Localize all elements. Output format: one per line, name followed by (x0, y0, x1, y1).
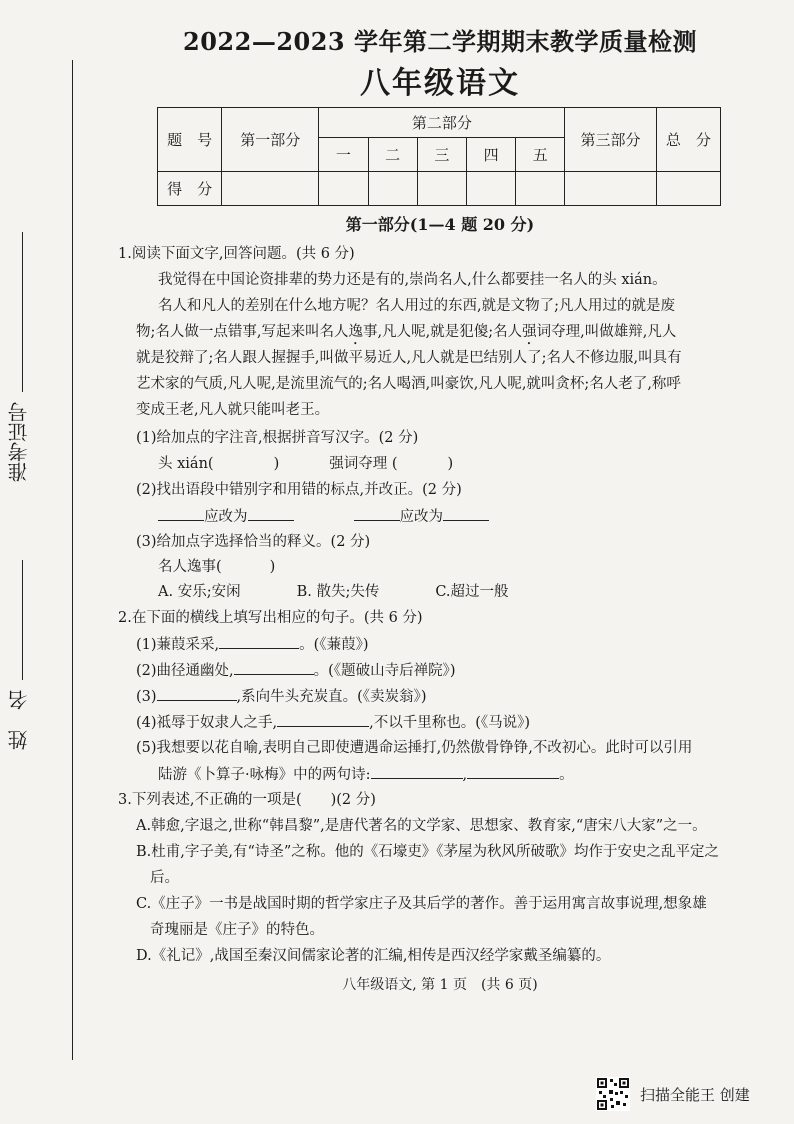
text: 头 xián( (158, 456, 214, 472)
answer-blank[interactable] (443, 506, 489, 521)
q3-option-c-line1: C.《庄子》一书是战国时期的哲学家庄子及其后学的著作。善于运用寓言故事说理,想象雄 (136, 896, 707, 912)
binding-line (72, 60, 73, 1060)
q2-item5-line1: (5)我想要以花自喻,表明自己即使遭遇命运捶打,仍然傲骨铮铮,不改初心。此时可以引用 (136, 740, 693, 756)
q1-sub2-answers (158, 506, 489, 527)
option-a: A. 安乐;安闲 (158, 584, 241, 600)
text: 应改为 (399, 509, 443, 525)
col-sub-3: 三 (417, 138, 466, 172)
exam-id-blank (22, 232, 23, 392)
answer-blank[interactable] (467, 764, 559, 779)
text: (2)曲径通幽处, (136, 663, 234, 679)
answer-space[interactable] (214, 454, 274, 468)
name-blank (22, 560, 23, 680)
exam-id-label: 准考证号 (7, 402, 31, 482)
q2-item4: (4)祗辱于奴隶人之手, ,不以千里称也。(《马说》) (136, 712, 530, 733)
score-table (157, 107, 721, 206)
q1-sub3-item (158, 557, 275, 577)
qr-code-icon (596, 1077, 630, 1111)
exam-subject: 八年级语文 (360, 66, 520, 101)
col-sub-5: 五 (516, 138, 565, 172)
q1-sub3-options (158, 582, 509, 602)
answer-blank[interactable] (354, 506, 400, 521)
q3-option-c-line2: 奇瑰丽是《庄子》的特色。 (150, 922, 324, 938)
col-sub-1: 一 (319, 138, 368, 172)
answer-blank[interactable] (158, 506, 204, 521)
q3-option-b-line1: B.杜甫,字子美,有“诗圣”之称。他的《石壕吏》《茅屋为秋风所破歌》均作于安史之乱平定之 (136, 844, 720, 860)
answer-space[interactable] (398, 454, 448, 468)
text: 应改为 (204, 509, 248, 525)
q3-option-b-line2: 后。 (150, 870, 179, 886)
section1-heading: 第一部分(1—4 题 20 分) (345, 215, 535, 234)
answer-blank[interactable] (234, 660, 314, 675)
text: 事,凡人呢,就是犯傻;名人 (363, 324, 523, 340)
q3-option-a: A.韩愈,字退之,世称“韩昌黎”,是唐代著名的文学家、思想家、教育家,“唐宋八大家”之一。 (136, 818, 707, 834)
dotted-char: 强 (522, 324, 537, 340)
col-total: 总 分 (656, 108, 720, 172)
q2-item2: (2)曲径通幽处, 。(《题破山寺后禅院》) (136, 660, 455, 681)
text: ,不以千里称也。(《马说》 (369, 715, 525, 731)
answer-blank[interactable] (248, 506, 294, 521)
col-sub-2: 二 (368, 138, 417, 172)
text: 。(《蒹葭》 (299, 637, 363, 653)
option-b: B. 散失;失传 (296, 584, 380, 600)
col-part2: 第二部分 (319, 108, 565, 138)
text: 。 (559, 767, 574, 783)
score-cell-part1[interactable] (222, 172, 319, 206)
score-cell-sub1[interactable] (319, 172, 368, 206)
text: 强词夺理 ( (329, 456, 398, 472)
text: ) (447, 456, 454, 472)
q1-p2-line5: 变成王老,凡人就只能叫老王。 (136, 402, 330, 418)
q1-p2-line1: 名人和凡人的差别在什么地方呢？名人用过的东西,就是文物了;凡人用过的就是废 (158, 298, 675, 314)
q1-sub2: (2)找出语段中错别字和用错的标点,并改正。(2 分) (136, 482, 462, 498)
text: 词夺理,叫做雄辩,凡人 (536, 324, 677, 340)
text: ,系向牛头充炭直。(《卖炭翁》 (236, 689, 421, 705)
answer-blank[interactable] (157, 686, 237, 701)
col-part1: 第一部分 (222, 108, 319, 172)
q1-paragraph1: 我觉得在中国论资排辈的势力还是有的,崇尚名人,什么都要挂一名人的头 xián。 (158, 272, 667, 288)
q2-stem: 2.在下面的横线上填写出相应的句子。(共 6 分) (118, 610, 423, 626)
q3-stem: 3.下列表述,不正确的一项是( )(2 分) (118, 792, 376, 808)
text: (4)祗辱于奴隶人之手, (136, 715, 278, 731)
row-label-score: 得 分 (158, 172, 222, 206)
col-part3: 第三部分 (565, 108, 656, 172)
answer-blank[interactable] (371, 764, 463, 779)
score-cell-sub5[interactable] (516, 172, 565, 206)
q2-item5-line2 (158, 764, 574, 785)
page-footer: 八年级语文, 第 1 页 (共 6 页) (342, 977, 538, 993)
name-label: 姓 名 (7, 690, 31, 750)
q2-item1: (1)蒹葭采采, 。(《蒹葭》) (136, 634, 369, 655)
q2-item3: (3) ,系向牛头充炭直。(《卖炭翁》) (136, 686, 426, 707)
q1-sub3: (3)给加点字选择恰当的释义。(2 分) (136, 534, 371, 550)
q3-option-d: D.《礼记》,战国至秦汉间儒家论著的汇编,相传是西汉经学家戴圣编纂的。 (136, 948, 611, 964)
q1-sub1-answers (158, 454, 453, 474)
text: 陆游《卜算子·咏梅》中的两句诗: (158, 767, 371, 783)
text: 。(《题破山寺后禅院》 (313, 663, 450, 679)
score-cell-total[interactable] (656, 172, 720, 206)
score-cell-sub4[interactable] (466, 172, 515, 206)
score-cell-part3[interactable] (565, 172, 656, 206)
text: 物;名人做一点错事,写起来叫名人 (136, 324, 349, 340)
text: , (462, 767, 468, 783)
text: 名人逸事( (158, 559, 222, 575)
text: (3) (136, 689, 157, 705)
answer-blank[interactable] (277, 712, 369, 727)
row-label-number: 题 号 (158, 108, 222, 172)
exam-title: 2022—2023 学年第二学期期末教学质量检测 (183, 27, 697, 56)
text: (1)蒹葭采采, (136, 637, 220, 653)
option-c: C.超过一般 (435, 584, 509, 600)
text: ) (273, 456, 280, 472)
q1-stem: 1.阅读下面文字,回答问题。(共 6 分) (118, 246, 355, 262)
dotted-char: 逸 (348, 324, 363, 340)
q1-p2-line4: 艺术家的气质,凡人呢,是流里流气的;名人喝酒,叫豪饮,凡人呢,就叫贪杯;名人老了,称呼 (136, 376, 681, 392)
answer-blank[interactable] (219, 634, 299, 649)
col-sub-4: 四 (466, 138, 515, 172)
score-cell-sub3[interactable] (417, 172, 466, 206)
score-cell-sub2[interactable] (368, 172, 417, 206)
text: ) (269, 559, 276, 575)
scanner-watermark: 扫描全能王 创建 (640, 1086, 750, 1104)
q1-sub1: (1)给加点的字注音,根据拼音写汉字。(2 分) (136, 430, 419, 446)
q1-p2-line3: 就是狡辩了;名人跟人握握手,叫做平易近人,凡人就是巴结别人了;名人不修边服,叫具有 (136, 350, 682, 366)
q1-p2-line2 (136, 322, 676, 348)
